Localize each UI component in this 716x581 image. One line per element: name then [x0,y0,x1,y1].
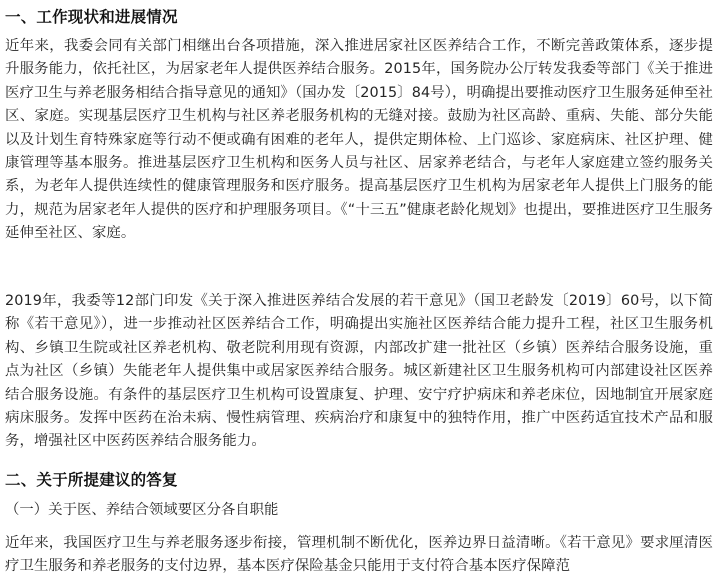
subsection-heading-1: （一）关于医、养结合领域要区分各自职能 [5,502,279,518]
section-heading-1: 一、工作现状和进展情况 [5,8,178,26]
section-heading-2: 二、关于所提建议的答复 [5,471,178,489]
paragraph-1: 近年来，我委会同有关部门相继出台各项措施，深入推进居家社区医养结合工作，不断完善政策体系，逐步提升服务能力，依托社区，为居家老年人提供医养结合服务。2015年，国务院办公厅转发我委等部门《关于推进医疗卫生与养老服务相结合指导意见的通知》（国办发〔2015〕84号），明确提出要推动医疗卫生服务延伸至社区、家庭。实现基层医疗卫生机构与社区养老服务机构的无缝对接。鼓励为社区高龄、重病、失能、部分失能以及计划生育特殊家庭等行动不便或确有困难的老年人，提供定期体检、上门巡诊、家庭病床、社区护理、健康管理等基本服务。推进基层医疗卫生机构和医务人员与社区、居家养老结合，与老年人家庭建立签约服务关系，为老年人提供连续性的健康管理服务和医疗服务。提高基层医疗卫生机构为居家老年人提供上门服务的能力，规范为居家老年人提供的医疗和护理服务项目。《“十三五”健康老龄化规划》也提出，要推进医疗卫生服务延伸至社区、家庭。 [5,38,713,242]
paragraph-3: 近年来，我国医疗卫生与养老服务逐步衔接，管理机制不断优化，医养边界日益清晰。《若干意见》要求厘清医疗卫生服务和养老服务的支付边界，基本医疗保险基金只能用于支付符合基本医疗保障范 [5,535,713,575]
paragraph-2: 2019年，我委等12部门印发《关于深入推进医养结合发展的若干意见》（国卫老龄发〔2019〕60号，以下简称《若干意见》），进一步推动社区医养结合工作，明确提出实施社区医养结合能力提升工程，社区卫生服务机构、乡镇卫生院或社区养老机构、敬老院利用现有资源，内部改扩建一批社区（乡镇）医养结合服务设施，重点为社区（乡镇）失能老年人提供集中或居家医养结合服务。城区新建社区卫生服务机构可内部建设社区医养结合服务设施。有条件的基层医疗卫生机构可设置康复、护理、安宁疗护病床和养老床位，因地制宜开展家庭病床服务。发挥中医药在治未病、慢性病管理、疾病治疗和康复中的独特作用，推广中医药适宜技术产品和服务，增强社区中医药医养结合服务能力。 [5,293,713,450]
